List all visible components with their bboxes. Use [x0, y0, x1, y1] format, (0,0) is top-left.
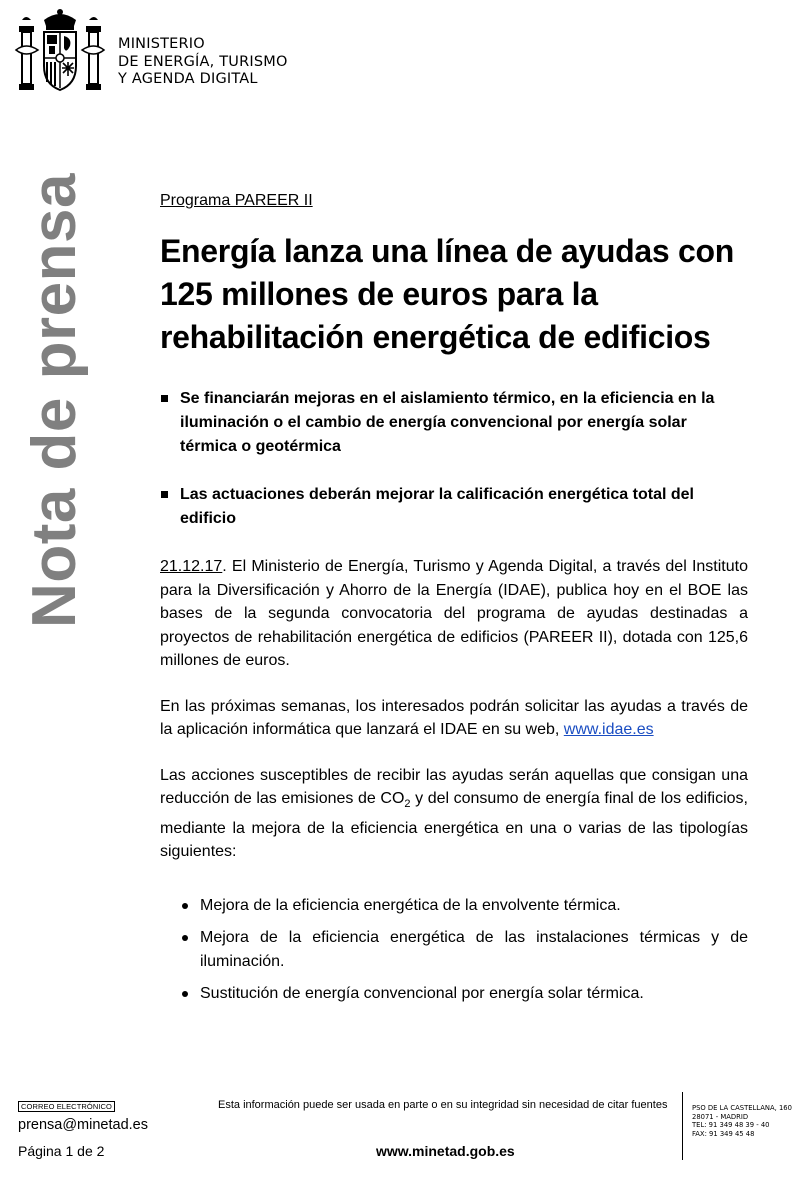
footer-email-block	[18, 1096, 148, 1133]
list-item	[182, 894, 748, 918]
kicker: Programa PAREER II	[160, 192, 313, 209]
ministry-line-1: MINISTERIO	[118, 36, 205, 52]
highlight-item	[160, 387, 748, 459]
idae-link[interactable]: www.idae.es	[563, 721, 654, 738]
highlight-text: Las actuaciones deberán mejorar la calificación energética total del edificio	[180, 486, 694, 527]
list-item-text: Mejora de la eficiencia energética de las instalaciones térmicas y de iluminación.	[200, 929, 748, 970]
paragraph-actions	[160, 764, 748, 864]
side-label-text: Nota de prensa	[19, 172, 89, 628]
paragraph-intro	[160, 555, 748, 673]
co2-subscript: 2	[404, 798, 411, 811]
page-number: Página 1 de 2	[18, 1143, 105, 1159]
email-label: CORREO ELECTRÓNICO	[18, 1101, 115, 1112]
footer-address	[692, 1104, 792, 1138]
article	[160, 192, 748, 1015]
paragraph-actions-text-a: Las acciones susceptibles de recibir las ayudas serán aquellas que consigan una reducción de las emisiones de CO	[160, 766, 748, 807]
headline-line-3: rehabilitación energética de edificios	[160, 319, 711, 355]
list-item	[182, 982, 748, 1006]
list-item-text: Mejora de la eficiencia energética de la envolvente térmica.	[200, 896, 621, 914]
address-line: 28071 - MADRID	[692, 1112, 749, 1121]
footer-disclaimer: Esta información puede ser usada en parte o en su integridad sin necesidad de citar fuentes	[218, 1099, 668, 1111]
footer-website[interactable]: www.minetad.gob.es	[376, 1143, 515, 1159]
address-line: TEL: 91 349 48 39 - 40	[692, 1121, 770, 1129]
bullet-dot-icon	[182, 903, 188, 909]
spanish-coat-of-arms-icon	[14, 6, 106, 96]
headline-line-2: 125 millones de euros para la	[160, 276, 598, 312]
square-bullet-icon	[161, 491, 168, 498]
letterhead	[14, 6, 288, 96]
release-date: 21.12.17	[160, 558, 223, 575]
ministry-name	[118, 36, 288, 89]
typologies-list	[182, 894, 748, 1006]
ministry-line-2: DE ENERGÍA, TURISMO	[118, 53, 288, 70]
list-item-text: Sustitución de energía convencional por energía solar térmica.	[200, 985, 644, 1003]
paragraph-intro-text: . El Ministerio de Energía, Turismo y Agenda Digital, a través del Instituto para la Diversificación y Ahorro de la Energía (IDAE), publica hoy en el BOE las bases de la segunda convocatoria del programa de ayudas destinadas a proyectos de rehabilitación energética de edificios (PAREER II), dotada con 125,6 millones de euros.	[160, 558, 748, 669]
headline-line-1: Energía lanza una línea de ayudas con	[160, 233, 734, 269]
email-address[interactable]: prensa@minetad.es	[18, 1117, 148, 1133]
highlights-list	[160, 387, 748, 531]
square-bullet-icon	[161, 395, 168, 402]
address-line: FAX: 91 349 45 48	[692, 1129, 755, 1138]
paragraph-application-text: En las próximas semanas, los interesados podrán solicitar las ayudas a través de la aplicación informática que lanzará el IDAE en su web,	[160, 697, 748, 738]
bullet-dot-icon	[182, 935, 188, 941]
paragraph-actions-text-b: y del consumo de energía final de los edificios, mediante la mejora de la eficiencia energética en una o varias de las tipologías siguientes:	[160, 790, 748, 861]
highlight-text: Se financiarán mejoras en el aislamiento térmico, en la eficiencia en la iluminación o el cambio de energía convencional por energía solar térmica o geotérmica	[180, 390, 715, 455]
press-release-side-label	[4, 172, 104, 628]
highlight-item	[160, 483, 748, 531]
headline	[160, 230, 748, 359]
list-item	[182, 926, 748, 973]
ministry-line-3: Y AGENDA DIGITAL	[118, 71, 258, 87]
address-line: PSO DE LA CASTELLANA, 160	[692, 1104, 792, 1112]
paragraph-application	[160, 695, 748, 742]
footer-divider	[682, 1092, 683, 1160]
bullet-dot-icon	[182, 991, 188, 997]
